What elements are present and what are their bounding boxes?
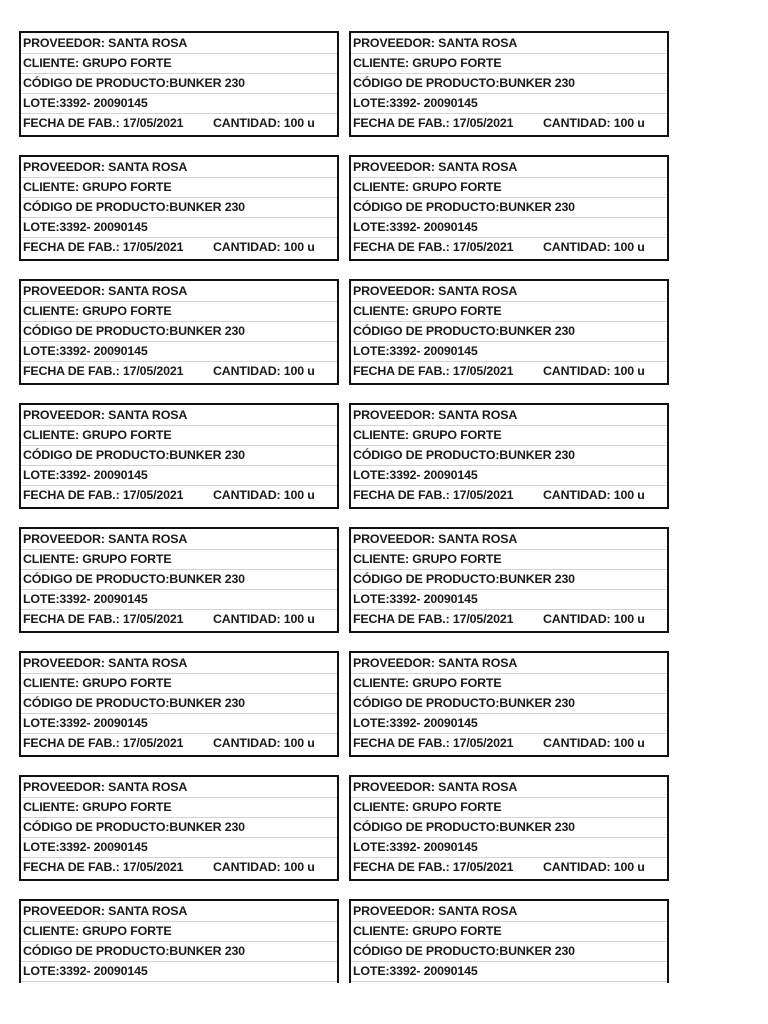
product-code-text: CÓDIGO DE PRODUCTO:BUNKER 230 <box>353 200 575 214</box>
client-text: CLIENTE: GRUPO FORTE <box>353 800 502 814</box>
client-text: CLIENTE: GRUPO FORTE <box>23 552 172 566</box>
row-divider <box>21 857 337 858</box>
supplier-text: PROVEEDOR: SANTA ROSA <box>23 904 188 918</box>
product-code-text: CÓDIGO DE PRODUCTO:BUNKER 230 <box>23 572 245 586</box>
lot-text: LOTE:3392- 20090145 <box>353 468 478 482</box>
lot-text: LOTE:3392- 20090145 <box>353 96 478 110</box>
shipping-label <box>349 899 669 983</box>
supplier-text: PROVEEDOR: SANTA ROSA <box>353 160 518 174</box>
product-code-text: CÓDIGO DE PRODUCTO:BUNKER 230 <box>353 324 575 338</box>
quantity-text: CANTIDAD: 100 u <box>213 860 315 874</box>
client-text: CLIENTE: GRUPO FORTE <box>353 56 502 70</box>
supplier-text: PROVEEDOR: SANTA ROSA <box>353 780 518 794</box>
supplier-text: PROVEEDOR: SANTA ROSA <box>23 656 188 670</box>
client-text: CLIENTE: GRUPO FORTE <box>353 180 502 194</box>
row-divider <box>351 549 667 550</box>
lot-text: LOTE:3392- 20090145 <box>23 468 148 482</box>
row-divider <box>21 341 337 342</box>
row-divider <box>351 321 667 322</box>
product-code-text: CÓDIGO DE PRODUCTO:BUNKER 230 <box>23 324 245 338</box>
product-code-text: CÓDIGO DE PRODUCTO:BUNKER 230 <box>23 820 245 834</box>
row-divider <box>21 837 337 838</box>
row-divider <box>351 921 667 922</box>
product-code-text: CÓDIGO DE PRODUCTO:BUNKER 230 <box>353 448 575 462</box>
row-divider <box>351 961 667 962</box>
shipping-label <box>349 279 669 385</box>
row-divider <box>21 301 337 302</box>
quantity-text: CANTIDAD: 100 u <box>213 364 315 378</box>
manufacture-date-text: FECHA DE FAB.: 17/05/2021 <box>23 240 184 254</box>
row-divider <box>21 53 337 54</box>
shipping-label <box>349 403 669 509</box>
manufacture-date-text: FECHA DE FAB.: 17/05/2021 <box>23 488 184 502</box>
manufacture-date-text: FECHA DE FAB.: 17/05/2021 <box>23 736 184 750</box>
product-code-text: CÓDIGO DE PRODUCTO:BUNKER 230 <box>23 448 245 462</box>
client-text: CLIENTE: GRUPO FORTE <box>23 676 172 690</box>
client-text: CLIENTE: GRUPO FORTE <box>353 552 502 566</box>
row-divider <box>21 981 337 982</box>
client-text: CLIENTE: GRUPO FORTE <box>353 676 502 690</box>
quantity-text: CANTIDAD: 100 u <box>213 116 315 130</box>
lot-text: LOTE:3392- 20090145 <box>353 716 478 730</box>
supplier-text: PROVEEDOR: SANTA ROSA <box>23 284 188 298</box>
row-divider <box>21 673 337 674</box>
supplier-text: PROVEEDOR: SANTA ROSA <box>23 160 188 174</box>
lot-text: LOTE:3392- 20090145 <box>23 220 148 234</box>
row-divider <box>21 549 337 550</box>
product-code-text: CÓDIGO DE PRODUCTO:BUNKER 230 <box>23 696 245 710</box>
shipping-label <box>19 403 339 509</box>
row-divider <box>21 817 337 818</box>
row-divider <box>21 797 337 798</box>
row-divider <box>21 589 337 590</box>
quantity-text: CANTIDAD: 100 u <box>543 736 645 750</box>
supplier-text: PROVEEDOR: SANTA ROSA <box>353 36 518 50</box>
row-divider <box>351 301 667 302</box>
quantity-text: CANTIDAD: 100 u <box>213 736 315 750</box>
row-divider <box>21 713 337 714</box>
shipping-label <box>19 899 339 983</box>
product-code-text: CÓDIGO DE PRODUCTO:BUNKER 230 <box>23 200 245 214</box>
row-divider <box>351 425 667 426</box>
supplier-text: PROVEEDOR: SANTA ROSA <box>23 780 188 794</box>
manufacture-date-text: FECHA DE FAB.: 17/05/2021 <box>353 364 514 378</box>
shipping-label <box>19 651 339 757</box>
shipping-label <box>349 775 669 881</box>
row-divider <box>351 693 667 694</box>
manufacture-date-text: FECHA DE FAB.: 17/05/2021 <box>353 860 514 874</box>
row-divider <box>21 485 337 486</box>
product-code-text: CÓDIGO DE PRODUCTO:BUNKER 230 <box>353 696 575 710</box>
row-divider <box>351 941 667 942</box>
client-text: CLIENTE: GRUPO FORTE <box>353 428 502 442</box>
row-divider <box>351 361 667 362</box>
row-divider <box>21 113 337 114</box>
row-divider <box>21 361 337 362</box>
lot-text: LOTE:3392- 20090145 <box>353 840 478 854</box>
row-divider <box>21 197 337 198</box>
shipping-label <box>349 527 669 633</box>
row-divider <box>351 445 667 446</box>
client-text: CLIENTE: GRUPO FORTE <box>23 428 172 442</box>
client-text: CLIENTE: GRUPO FORTE <box>23 800 172 814</box>
lot-text: LOTE:3392- 20090145 <box>23 840 148 854</box>
supplier-text: PROVEEDOR: SANTA ROSA <box>23 36 188 50</box>
shipping-label <box>19 155 339 261</box>
manufacture-date-text: FECHA DE FAB.: 17/05/2021 <box>23 116 184 130</box>
manufacture-date-text: FECHA DE FAB.: 17/05/2021 <box>353 736 514 750</box>
row-divider <box>351 93 667 94</box>
supplier-text: PROVEEDOR: SANTA ROSA <box>23 532 188 546</box>
supplier-text: PROVEEDOR: SANTA ROSA <box>353 284 518 298</box>
row-divider <box>21 425 337 426</box>
row-divider <box>351 341 667 342</box>
row-divider <box>21 609 337 610</box>
quantity-text: CANTIDAD: 100 u <box>213 612 315 626</box>
row-divider <box>21 733 337 734</box>
row-divider <box>21 217 337 218</box>
lot-text: LOTE:3392- 20090145 <box>23 964 148 978</box>
row-divider <box>21 569 337 570</box>
row-divider <box>351 237 667 238</box>
shipping-label <box>349 651 669 757</box>
row-divider <box>21 177 337 178</box>
lot-text: LOTE:3392- 20090145 <box>353 220 478 234</box>
lot-text: LOTE:3392- 20090145 <box>353 964 478 978</box>
manufacture-date-text: FECHA DE FAB.: 17/05/2021 <box>353 240 514 254</box>
row-divider <box>21 465 337 466</box>
lot-text: LOTE:3392- 20090145 <box>23 96 148 110</box>
quantity-text: CANTIDAD: 100 u <box>543 860 645 874</box>
manufacture-date-text: FECHA DE FAB.: 17/05/2021 <box>23 860 184 874</box>
quantity-text: CANTIDAD: 100 u <box>543 488 645 502</box>
product-code-text: CÓDIGO DE PRODUCTO:BUNKER 230 <box>23 76 245 90</box>
row-divider <box>351 177 667 178</box>
quantity-text: CANTIDAD: 100 u <box>543 612 645 626</box>
client-text: CLIENTE: GRUPO FORTE <box>353 924 502 938</box>
row-divider <box>21 73 337 74</box>
product-code-text: CÓDIGO DE PRODUCTO:BUNKER 230 <box>353 572 575 586</box>
manufacture-date-text: FECHA DE FAB.: 17/05/2021 <box>23 364 184 378</box>
row-divider <box>21 321 337 322</box>
row-divider <box>21 921 337 922</box>
row-divider <box>351 217 667 218</box>
row-divider <box>351 569 667 570</box>
shipping-label <box>19 31 339 137</box>
shipping-label <box>19 775 339 881</box>
row-divider <box>351 609 667 610</box>
lot-text: LOTE:3392- 20090145 <box>23 592 148 606</box>
lot-text: LOTE:3392- 20090145 <box>23 716 148 730</box>
row-divider <box>351 73 667 74</box>
client-text: CLIENTE: GRUPO FORTE <box>23 56 172 70</box>
quantity-text: CANTIDAD: 100 u <box>543 116 645 130</box>
quantity-text: CANTIDAD: 100 u <box>543 364 645 378</box>
row-divider <box>351 857 667 858</box>
row-divider <box>21 93 337 94</box>
row-divider <box>351 797 667 798</box>
product-code-text: CÓDIGO DE PRODUCTO:BUNKER 230 <box>353 820 575 834</box>
row-divider <box>351 485 667 486</box>
row-divider <box>351 113 667 114</box>
row-divider <box>351 817 667 818</box>
row-divider <box>21 941 337 942</box>
row-divider <box>351 197 667 198</box>
client-text: CLIENTE: GRUPO FORTE <box>23 924 172 938</box>
product-code-text: CÓDIGO DE PRODUCTO:BUNKER 230 <box>353 944 575 958</box>
quantity-text: CANTIDAD: 100 u <box>213 240 315 254</box>
shipping-label <box>19 527 339 633</box>
lot-text: LOTE:3392- 20090145 <box>23 344 148 358</box>
row-divider <box>351 673 667 674</box>
product-code-text: CÓDIGO DE PRODUCTO:BUNKER 230 <box>353 76 575 90</box>
lot-text: LOTE:3392- 20090145 <box>353 344 478 358</box>
row-divider <box>351 733 667 734</box>
manufacture-date-text: FECHA DE FAB.: 17/05/2021 <box>353 612 514 626</box>
row-divider <box>351 837 667 838</box>
row-divider <box>21 693 337 694</box>
row-divider <box>21 237 337 238</box>
row-divider <box>351 589 667 590</box>
quantity-text: CANTIDAD: 100 u <box>213 488 315 502</box>
supplier-text: PROVEEDOR: SANTA ROSA <box>353 656 518 670</box>
lot-text: LOTE:3392- 20090145 <box>353 592 478 606</box>
supplier-text: PROVEEDOR: SANTA ROSA <box>353 904 518 918</box>
row-divider <box>351 713 667 714</box>
shipping-label <box>19 279 339 385</box>
client-text: CLIENTE: GRUPO FORTE <box>353 304 502 318</box>
product-code-text: CÓDIGO DE PRODUCTO:BUNKER 230 <box>23 944 245 958</box>
manufacture-date-text: FECHA DE FAB.: 17/05/2021 <box>353 488 514 502</box>
row-divider <box>351 981 667 982</box>
manufacture-date-text: FECHA DE FAB.: 17/05/2021 <box>353 116 514 130</box>
row-divider <box>351 53 667 54</box>
supplier-text: PROVEEDOR: SANTA ROSA <box>353 532 518 546</box>
row-divider <box>351 465 667 466</box>
quantity-text: CANTIDAD: 100 u <box>543 240 645 254</box>
supplier-text: PROVEEDOR: SANTA ROSA <box>353 408 518 422</box>
supplier-text: PROVEEDOR: SANTA ROSA <box>23 408 188 422</box>
shipping-label <box>349 155 669 261</box>
shipping-label <box>349 31 669 137</box>
manufacture-date-text: FECHA DE FAB.: 17/05/2021 <box>23 612 184 626</box>
row-divider <box>21 961 337 962</box>
client-text: CLIENTE: GRUPO FORTE <box>23 180 172 194</box>
row-divider <box>21 445 337 446</box>
client-text: CLIENTE: GRUPO FORTE <box>23 304 172 318</box>
